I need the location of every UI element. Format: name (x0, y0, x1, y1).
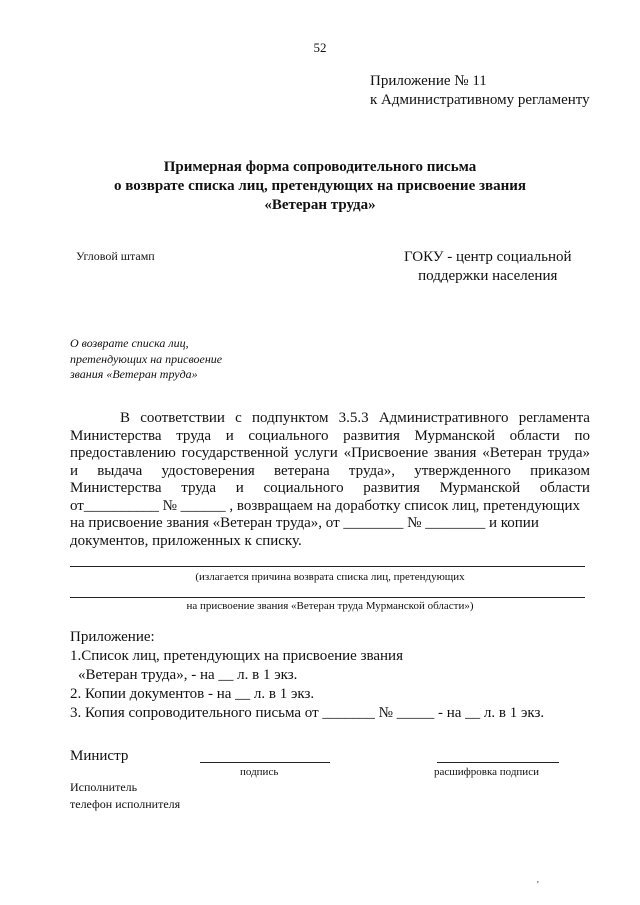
body-word: Мурманской (414, 427, 496, 444)
body-word: развития (363, 480, 420, 496)
body-word: Министерства (70, 427, 162, 444)
body-word: ветерана (274, 462, 330, 479)
body-word: Мурманской (439, 480, 521, 496)
executor-info (70, 779, 180, 813)
body-word: с (235, 410, 242, 426)
body-line (70, 498, 590, 516)
addressee-line: поддержки населения (418, 268, 558, 284)
body-word: выдача (97, 462, 143, 479)
body-word: по (574, 427, 590, 444)
body-word: предоставлению (70, 445, 176, 461)
body-word: и (235, 480, 244, 496)
body-word: труда», (348, 462, 396, 479)
attachment-item: 3. Копия сопроводительного письма от _______ № _____ - на __ л. в 1 экз. (70, 705, 545, 721)
body-word: подпунктом (252, 410, 329, 426)
body-word: труда (181, 480, 217, 496)
body-word: В (120, 410, 131, 426)
body-line (70, 515, 590, 533)
body-line (70, 428, 590, 446)
body-word: звания (433, 445, 477, 461)
body-word: «Присвоение (343, 445, 429, 461)
decoding-line (437, 762, 559, 763)
body-word: и (70, 462, 79, 479)
decoding-caption: расшифровка подписи (434, 766, 539, 778)
body-word: социального (248, 427, 329, 444)
attachment-item: 2. Копии документов - на __ л. в 1 экз. (70, 686, 315, 702)
body-word: Министерства (70, 480, 162, 496)
subject-line: претендующих на присвоение (70, 351, 223, 366)
appendix-line: Приложение № 11 (370, 73, 487, 89)
body-word: «Ветеран (482, 445, 542, 461)
body-line: документов, приложенных к списку. (70, 532, 302, 549)
body-word: от__________ № ______ , возвращаем на доработку список лиц, претендующих (70, 497, 580, 514)
executor-label: Исполнитель (70, 780, 138, 794)
body-line (70, 480, 590, 498)
body-lines (70, 410, 590, 533)
body-word: и (225, 427, 234, 444)
body-line (70, 410, 590, 428)
corner-mark: ' (537, 880, 539, 891)
body-word: соответствии (140, 410, 225, 426)
title-line: о возврате списка лиц, претендующих на присвоение звания (113, 178, 527, 194)
body-word: развития (343, 427, 400, 444)
document-title (0, 158, 640, 215)
attachment-item: 1.Список лиц, претендующих на присвоение звания (70, 648, 403, 664)
body-word: удостоверения (161, 462, 255, 479)
body-word: услуги (294, 445, 338, 461)
title-line: Примерная форма сопроводительного письма (163, 159, 477, 175)
body-word: социального (263, 480, 344, 496)
attachments-heading: Приложение: (70, 629, 155, 645)
corner-stamp-label: Угловой штамп (76, 249, 155, 263)
body-word: области (509, 427, 560, 444)
appendix-line: к Административному регламенту (370, 92, 590, 108)
attachment-item: «Ветеран труда», - на __ л. в 1 экз. (78, 667, 298, 683)
body-word: на присвоение звания «Ветеран труда», от ________ № ________ и копии (70, 515, 539, 531)
executor-phone-label: телефон исполнителя (70, 797, 181, 811)
letter-body (70, 410, 590, 550)
body-word: труда (176, 427, 212, 444)
page-number: 52 (313, 40, 327, 55)
body-word: приказом (530, 462, 590, 479)
reason-caption-2: на присвоение звания «Ветеран труда Мурманской области») (186, 600, 474, 612)
body-word: утвержденного (414, 462, 511, 479)
reason-line-1 (70, 566, 585, 567)
signature-line (200, 762, 330, 763)
letter-subject (70, 336, 222, 383)
reason-line-2 (70, 597, 585, 598)
body-word: области (539, 480, 590, 496)
body-line (70, 445, 590, 463)
subject-line: О возврате списка лиц, (70, 336, 189, 350)
body-word: труда» (547, 445, 590, 461)
attachments-list (70, 628, 544, 723)
signature-caption: подпись (240, 766, 279, 778)
title-line: «Ветеран труда» (264, 197, 376, 213)
signer-position: Министр (70, 748, 129, 764)
addressee-line: ГОКУ - центр социальной (404, 249, 572, 265)
body-word: государственной (181, 445, 289, 461)
subject-line: звания «Ветеран труда» (70, 367, 198, 381)
body-word: 3.5.3 (338, 410, 369, 426)
body-line (70, 463, 590, 481)
addressee (404, 248, 572, 286)
reason-caption-1: (излагается причина возврата списка лиц, претендующих (195, 571, 465, 583)
body-word: регламента (518, 410, 590, 426)
body-word: Административного (378, 410, 509, 426)
appendix-reference (370, 72, 590, 110)
